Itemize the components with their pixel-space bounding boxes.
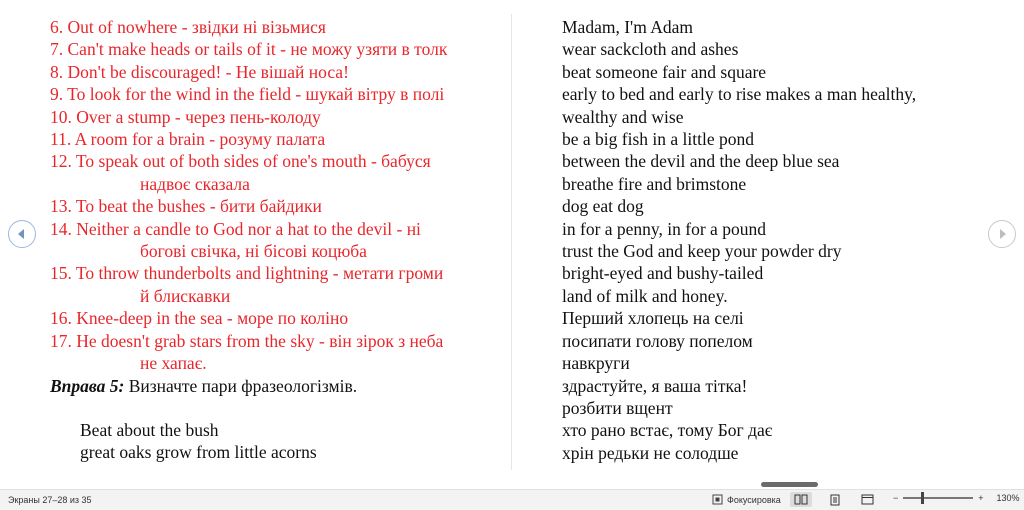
pair-candidate: навкруги [562, 353, 630, 374]
pair-candidate: wear sackcloth and ashes [562, 39, 739, 60]
zoom-slider[interactable] [903, 497, 973, 499]
status-bar [0, 489, 1024, 510]
focus-icon [712, 494, 723, 505]
pair-candidate: dog eat dog [562, 196, 644, 217]
phrase-item: 15. To throw thunderbolts and lightning - метати громи [50, 263, 444, 284]
phrase-item: 12. To speak out of both sides of one's mouth - бабуся [50, 151, 431, 172]
zoom-out-button[interactable]: − [893, 493, 899, 503]
chevron-left-icon [9, 221, 35, 247]
pair-candidate: be a big fish in a little pond [562, 129, 754, 150]
horizontal-scrollbar[interactable] [761, 482, 818, 487]
pair-candidate: between the devil and the deep blue sea [562, 151, 840, 172]
phrase-item-continuation: не хапає. [140, 353, 207, 374]
prev-page-button[interactable] [8, 220, 36, 248]
pair-candidate: Перший хлопець на селі [562, 308, 744, 329]
pair-candidate: bright-eyed and bushy-tailed [562, 263, 764, 284]
phrase-item: 17. He doesn't grab stars from the sky - він зірок з неба [50, 330, 444, 351]
focus-mode-button[interactable] [712, 494, 781, 505]
phrase-item-continuation: надвоє сказала [140, 173, 250, 194]
pair-candidate: land of milk and honey. [562, 285, 728, 306]
pair-candidate: beat someone fair and square [562, 61, 767, 82]
next-page-button[interactable] [988, 220, 1016, 248]
pair-candidate: breathe fire and brimstone [562, 173, 747, 194]
pair-candidate: wealthy and wise [562, 106, 684, 127]
pair-item: Beat about the bush [80, 419, 219, 440]
phrase-list [50, 16, 490, 375]
pair-candidate: trust the God and keep your powder dry [562, 241, 842, 262]
focus-label: Фокусировка [727, 494, 781, 505]
page-icon [830, 494, 840, 506]
phrase-item: 9. To look for the wind in the field - шукай вітру в полі [50, 84, 445, 105]
phrase-item: 8. Don't be discouraged! - Не вішай носа! [50, 61, 349, 82]
phrase-item: 16. Knee-deep in the sea - море по коліно [50, 308, 349, 329]
phrase-item: 13. To beat the bushes - бити байдики [50, 196, 322, 217]
read-mode-button[interactable] [790, 492, 812, 507]
pair-candidate: Madam, I'm Adam [562, 17, 693, 37]
exercise-line [50, 375, 490, 397]
phrase-item: 11. A room for a brain - розуму палата [50, 129, 326, 150]
pair-candidate: посипати голову попелом [562, 330, 753, 351]
pair-item: great oaks grow from little acorns [80, 442, 317, 463]
pair-candidate: хто рано встає, тому Бог дає [562, 420, 773, 441]
pair-candidate: хрін редьки не солодше [562, 442, 739, 463]
zoom-control [893, 493, 1020, 503]
right-column [562, 16, 992, 464]
book-icon [794, 494, 808, 505]
exercise-label: Вправа 5: [50, 375, 125, 396]
print-layout-button[interactable] [824, 492, 846, 507]
phrase-item: 14. Neither a candle to God nor a hat to the devil - ні [50, 218, 421, 239]
phrase-item: 6. Out of nowhere - звідки ні візьмися [50, 17, 326, 37]
phrase-item: 7. Can't make heads or tails of it - не можу узяти в толк [50, 39, 448, 60]
page-divider [511, 14, 512, 470]
left-column [50, 16, 490, 464]
pair-candidate: розбити вщент [562, 397, 673, 418]
pair-candidate: здрастуйте, я ваша тітка! [562, 375, 748, 396]
spacer [50, 397, 490, 419]
pair-candidate: in for a penny, in for a pound [562, 218, 766, 239]
zoom-slider-thumb[interactable] [921, 492, 924, 504]
zoom-in-button[interactable]: + [978, 493, 984, 503]
web-layout-icon [861, 494, 874, 506]
chevron-right-icon [989, 221, 1015, 247]
screen-counter: Экраны 27–28 из 35 [8, 495, 92, 505]
exercise-text: Визначте пари фразеологізмів. [124, 375, 358, 396]
phrase-item-continuation: богові свічка, ні бісові коцюба [140, 241, 367, 262]
phrase-item: 10. Over a stump - через пень-колоду [50, 106, 321, 127]
phrase-item-continuation: й блискавки [140, 285, 231, 306]
pair-candidate: early to bed and early to rise makes a man healthy, [562, 84, 917, 105]
web-layout-button[interactable] [856, 492, 878, 507]
zoom-level[interactable]: 130% [996, 493, 1020, 503]
